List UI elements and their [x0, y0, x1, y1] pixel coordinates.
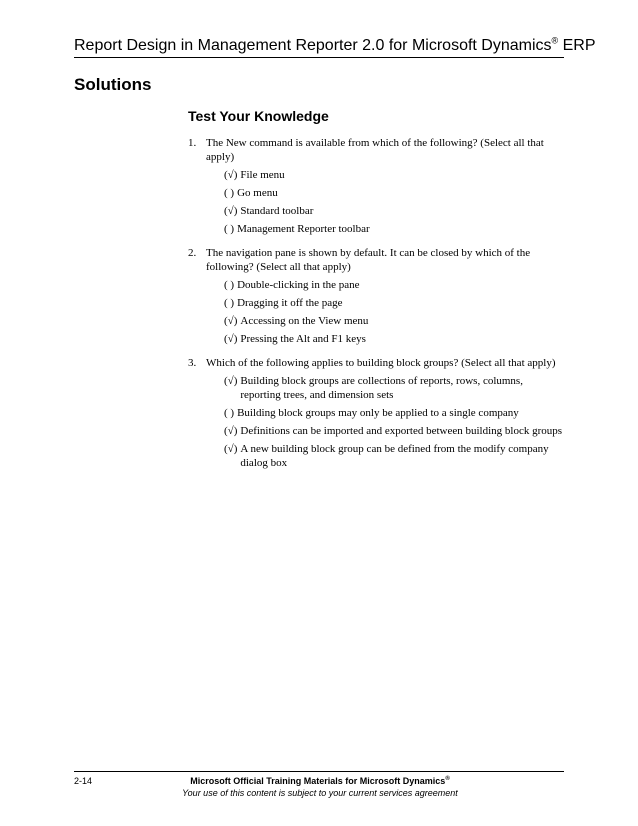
answer-mark: ( ) — [224, 297, 235, 309]
question-number: 3. — [188, 357, 197, 369]
answer-option — [224, 442, 566, 470]
running-header — [74, 36, 596, 56]
header-title-text: Report Design in Management Reporter 2.0 for Microsoft Dynamics — [74, 37, 552, 54]
answer-text: Double-clicking in the pane — [237, 279, 360, 291]
footer-line-2: Your use of this content is subject to your current services agreement — [182, 788, 458, 798]
registered-mark: ® — [551, 35, 559, 46]
answer-options — [224, 278, 566, 346]
question-stem — [188, 136, 566, 164]
answer-mark: (√) — [224, 425, 238, 437]
page-number: 2-14 — [74, 776, 93, 786]
answer-mark: (√) — [224, 333, 238, 345]
answer-option — [224, 314, 566, 328]
question-text: The New command is available from which of the following? (Select all that apply) — [206, 137, 544, 163]
answer-option — [224, 186, 566, 200]
answer-option — [224, 278, 566, 292]
answer-text: Dragging it off the page — [237, 297, 343, 309]
answer-text: Accessing on the View menu — [240, 315, 369, 327]
question-stem — [188, 356, 566, 370]
answer-mark: ( ) — [224, 187, 235, 199]
footer-text — [150, 775, 490, 799]
answer-mark: ( ) — [224, 407, 235, 419]
questions-list — [188, 136, 566, 480]
question-text: The navigation pane is shown by default. It can be closed by which of the following? (Select all that apply) — [206, 247, 531, 273]
answer-mark: (√) — [224, 315, 238, 327]
answer-option — [224, 332, 566, 346]
answer-option — [224, 296, 566, 310]
answer-option — [224, 168, 566, 182]
answer-mark: (√) — [224, 443, 238, 455]
answer-text: Standard toolbar — [240, 205, 314, 217]
question-2 — [188, 246, 566, 346]
question-text: Which of the following applies to building block groups? (Select all that apply) — [206, 357, 556, 369]
answer-text: Management Reporter toolbar — [237, 223, 370, 235]
answer-mark: ( ) — [224, 223, 235, 235]
answer-option — [224, 222, 566, 236]
question-number: 1. — [188, 137, 197, 149]
header-suffix: ERP — [558, 37, 596, 54]
footer-title: Microsoft Official Training Materials for Microsoft Dynamics — [190, 776, 446, 786]
answer-text: Building block groups may only be applied to a single company — [237, 407, 519, 419]
answer-option — [224, 406, 566, 420]
question-3 — [188, 356, 566, 470]
answer-option — [224, 424, 566, 438]
answer-text: A new building block group can be defined from the modify company dialog box — [240, 443, 549, 469]
answer-text: File menu — [240, 169, 285, 181]
answer-mark: (√) — [224, 169, 238, 181]
header-rule — [74, 57, 564, 58]
answer-mark: (√) — [224, 205, 238, 217]
answer-mark: (√) — [224, 375, 238, 387]
subsection-title: Test Your Knowledge — [188, 108, 329, 124]
question-number: 2. — [188, 247, 197, 259]
question-stem — [188, 246, 566, 274]
registered-mark: ® — [445, 776, 450, 782]
section-title: Solutions — [74, 75, 152, 94]
answer-text: Go menu — [237, 187, 278, 199]
answer-option — [224, 374, 566, 402]
answer-mark: ( ) — [224, 279, 235, 291]
answer-option — [224, 204, 566, 218]
answer-text: Building block groups are collections of reports, rows, columns, reporting trees, and dimension sets — [240, 375, 523, 401]
answer-options — [224, 374, 566, 470]
footer-line-1 — [150, 775, 490, 787]
footer-rule — [74, 771, 564, 772]
answer-options — [224, 168, 566, 236]
question-1 — [188, 136, 566, 236]
answer-text: Pressing the Alt and F1 keys — [240, 333, 366, 345]
answer-text: Definitions can be imported and exported between building block groups — [240, 425, 563, 437]
